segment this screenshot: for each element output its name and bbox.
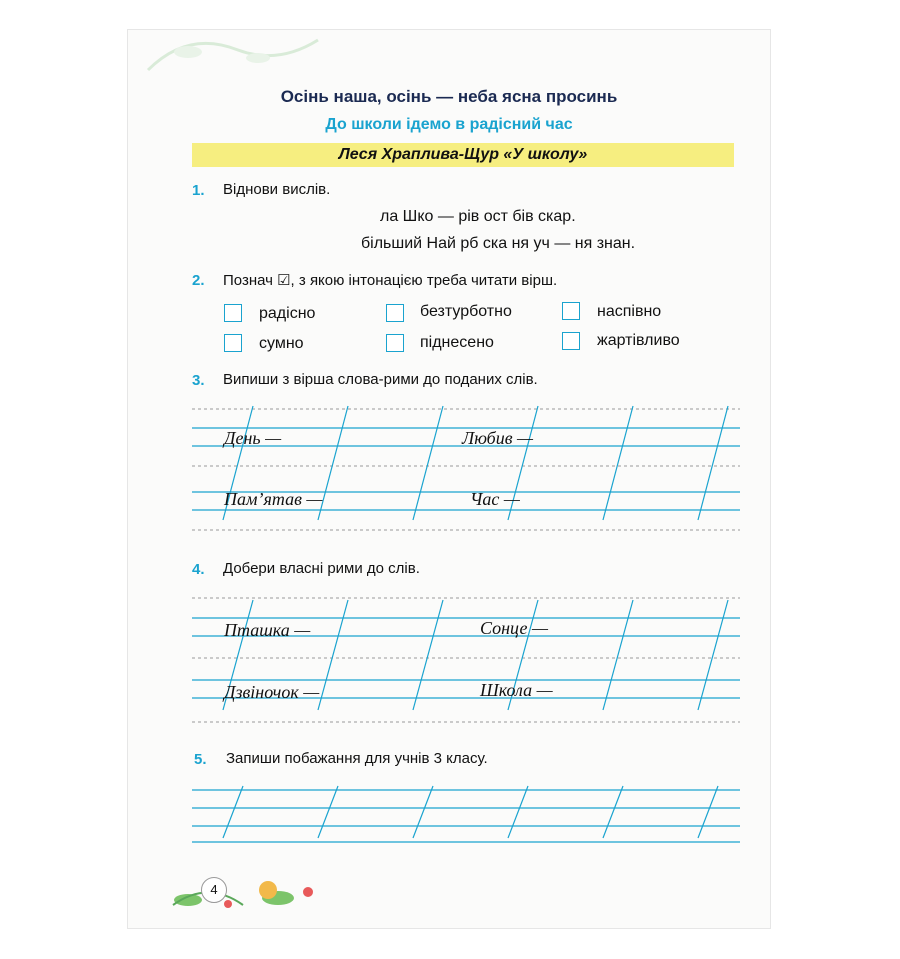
- task-1-text: Віднови вислів.: [223, 181, 331, 198]
- rhyme-word-shkola: Школа —: [480, 680, 553, 700]
- option-sumno: сумно: [259, 335, 304, 352]
- scrambled-line-1: ла Шко — рів ост бів скар.: [380, 208, 576, 225]
- task-2-text: Познач ☑, з якою інтонацією треба читати вірш.: [223, 272, 558, 289]
- option-pidneseno: піднесено: [420, 334, 494, 351]
- task-3-number: 3.: [192, 372, 205, 389]
- task-3-text: Випиши з вірша слова-рими до поданих слів.: [223, 371, 538, 388]
- option-zhartivlyvo: жартівливо: [597, 332, 680, 349]
- task-1-number: 1.: [192, 182, 205, 199]
- rhyme-word-dzvinochok: Дзвіночок —: [224, 682, 320, 702]
- task-5-number: 5.: [194, 751, 207, 768]
- option-bezturbotno: безтурботно: [420, 303, 512, 320]
- task-4-text: Добери власні рими до слів.: [223, 560, 420, 577]
- task-2-number: 2.: [192, 272, 205, 289]
- task-4-number: 4.: [192, 561, 205, 578]
- rhyme-word-chas: Час —: [470, 489, 520, 509]
- writing-lines: [128, 30, 770, 928]
- page-number: 4: [201, 877, 227, 903]
- epigraph-line-1: Осінь наша, осінь — неба ясна просинь: [280, 87, 618, 106]
- rhyme-word-den: День —: [224, 428, 282, 448]
- rhyme-word-pamyatav: Пам’ятав —: [224, 489, 323, 509]
- task-5-text: Запиши побажання для учнів 3 класу.: [226, 750, 488, 767]
- rhyme-word-lyubyv: Любив —: [462, 428, 534, 448]
- rhyme-word-sontse: Сонце —: [480, 618, 549, 638]
- rhyme-word-ptashka: Пташка —: [224, 620, 311, 640]
- workbook-page: [128, 30, 770, 928]
- scrambled-line-2: більший Най рб ска ня уч — ня знан.: [361, 235, 636, 252]
- option-naspivno: наспівно: [597, 303, 662, 320]
- epigraph-line-2: До школи ідемо в радісний час: [325, 116, 573, 133]
- option-radisno: радісно: [259, 305, 316, 322]
- poem-title: Леся Храплива-Щур «У школу»: [338, 146, 588, 163]
- footer-flower-decoration: [168, 860, 328, 915]
